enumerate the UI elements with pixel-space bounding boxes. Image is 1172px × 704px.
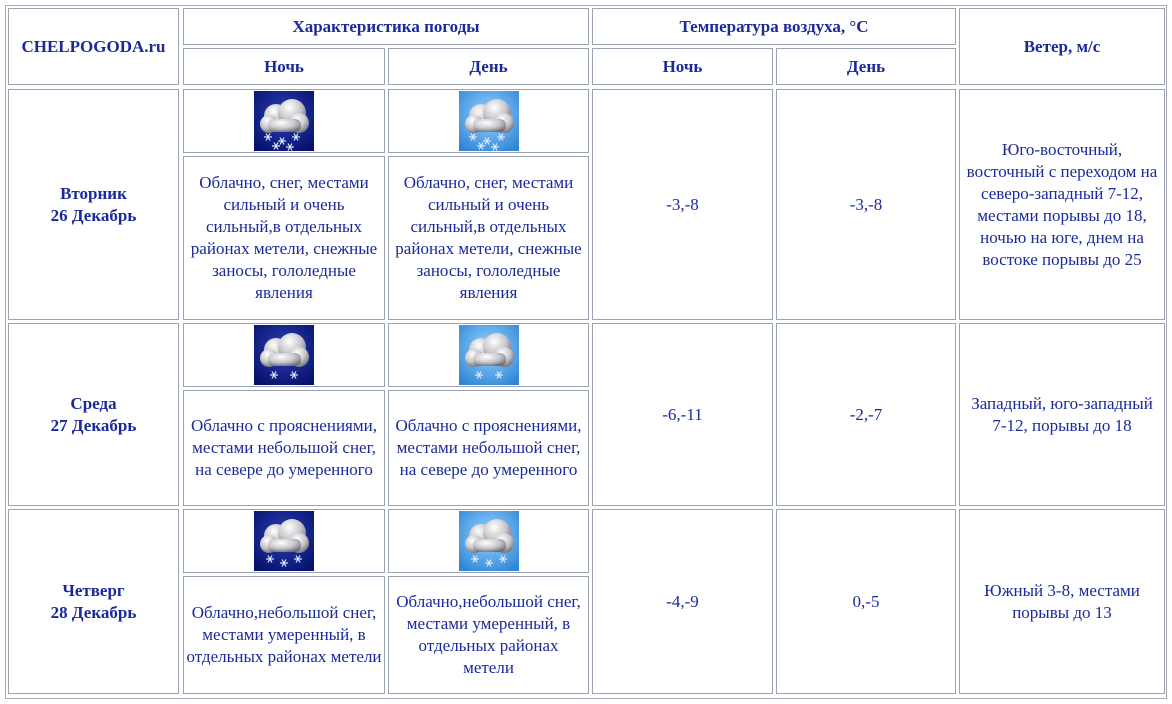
day-description: Облачно,небольшой снег, местами умеренный, в отдельных районах метели [388,576,589,694]
temp-night-header: Ночь [592,48,773,85]
night-icon-cell [183,323,385,387]
forecast-table [5,5,1167,699]
day-name: Четверг [62,580,125,600]
day-icon-cell [388,323,589,387]
wind-header: Ветер, м/с [959,8,1165,85]
night-description: Облачно,небольшой снег, местами умеренный, в отдельных районах метели [183,576,385,694]
temp-day-header: День [776,48,956,85]
site-title: CHELPOGODA.ru [8,8,179,85]
air-temperature-header: Температура воздуха, °С [592,8,956,45]
temp-night-value: -3,-8 [592,89,773,320]
day-label [8,89,179,320]
cloud-snow-night-icon [254,511,314,571]
temp-night-value: -6,-11 [592,323,773,506]
day-description: Облачно с прояснениями, местами небольшой снег, на севере до умеренного [388,390,589,506]
night-icon-cell [183,89,385,153]
temp-day-value: 0,-5 [776,509,956,694]
night-description: Облачно с прояснениями, местами небольшой снег, на севере до умеренного [183,390,385,506]
day-date: 28 Декабрь [50,602,137,622]
night-icon-cell [183,509,385,573]
night-description: Облачно, снег, местами сильный и очень сильный,в отдельных районах метели, снежные заносы, гололедные явления [183,156,385,320]
temp-day-value: -3,-8 [776,89,956,320]
day-icon-cell [388,89,589,153]
day-name: Вторник [60,183,127,203]
weather-night-header: Ночь [183,48,385,85]
cloud-heavy-snow-night-icon [254,91,314,151]
day-icon-cell [388,509,589,573]
day-description: Облачно, снег, местами сильный и очень сильный,в отдельных районах метели, снежные заносы, гололедные явления [388,156,589,320]
day-label [8,323,179,506]
day-date: 26 Декабрь [50,205,137,225]
day-label [8,509,179,694]
day-date: 27 Декабрь [50,415,137,435]
cloud-light-snow-night-icon [254,325,314,385]
temp-day-value: -2,-7 [776,323,956,506]
day-name: Среда [70,393,117,413]
cloud-heavy-snow-day-icon [459,91,519,151]
wind-value: Юго-восточный, восточный с переходом на северо-западный 7-12, местами порывы до 18, ночью на юге, днем на востоке порывы до 25 [959,89,1165,320]
weather-day-header: День [388,48,589,85]
cloud-snow-day-icon [459,511,519,571]
temp-night-value: -4,-9 [592,509,773,694]
cloud-light-snow-day-icon [459,325,519,385]
wind-value: Западный, юго-западный 7-12, порывы до 18 [959,323,1165,506]
wind-value: Южный 3-8, местами порывы до 13 [959,509,1165,694]
weather-characteristic-header: Характеристика погоды [183,8,589,45]
